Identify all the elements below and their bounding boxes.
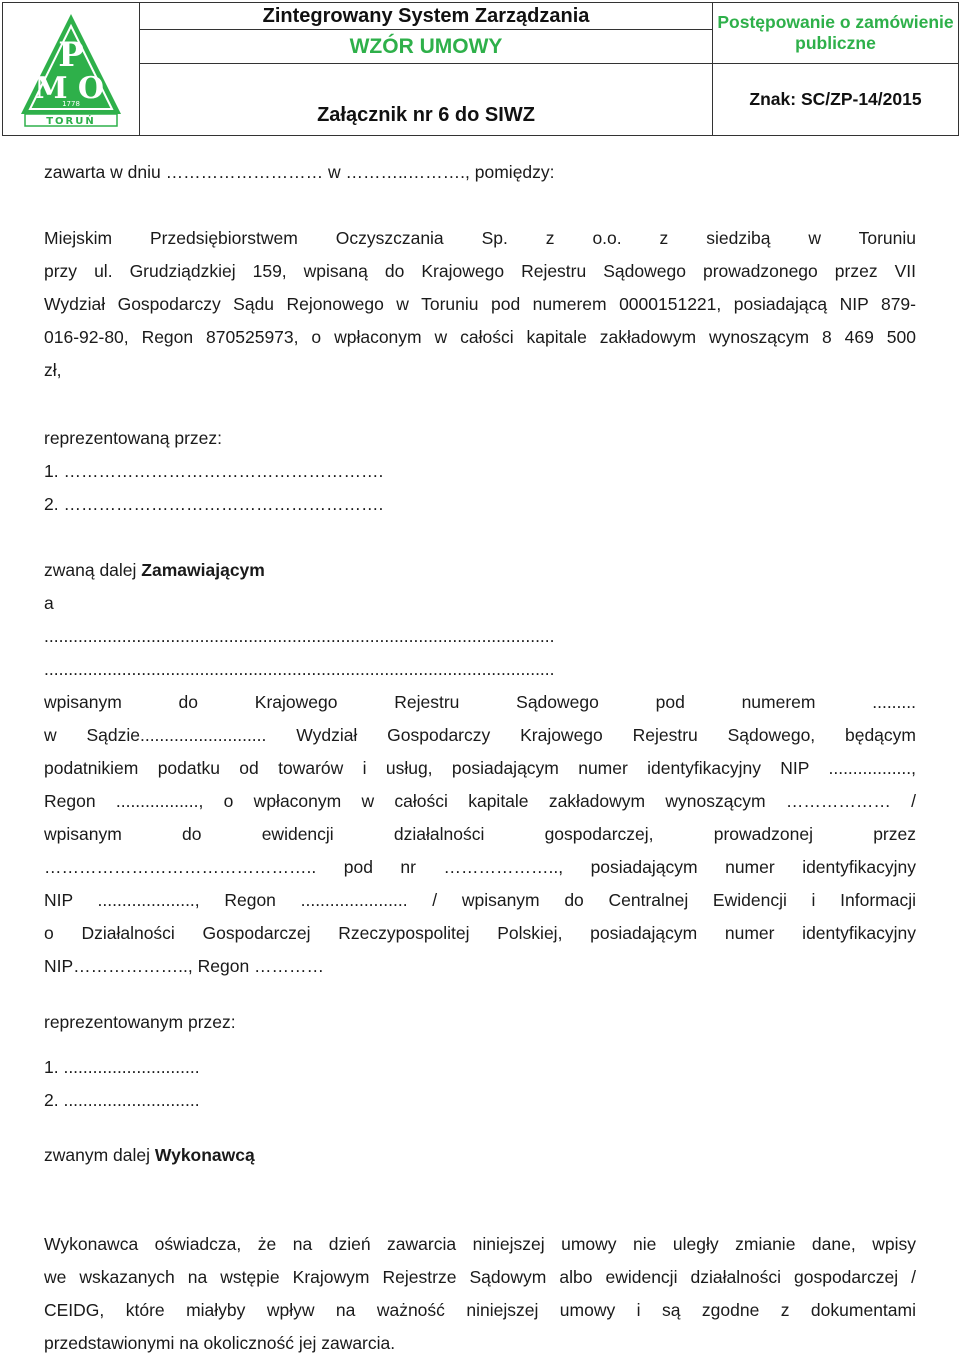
- contract-template-title: WZÓR UMOWY: [140, 30, 713, 64]
- statement-line: we wskazanych na wstępie Krajowym Rejestrze Sądowym albo ewidencji działalności gospodarczej /: [44, 1267, 916, 1287]
- conjunction: a: [44, 593, 54, 613]
- party1-line: 016-92-80, Regon 870525973, o wpłaconym w całości kapitale zakładowym wynoszącym 8 469 500: [44, 327, 916, 347]
- svg-text:TORUŃ: TORUŃ: [46, 115, 96, 127]
- concluded-line: zawarta w dniu ……………………… w ………..………., pomiędzy:: [44, 162, 555, 182]
- party2-line: o Działalności Gospodarczej Rzeczypospolitej Polskiej, posiadającym numer identyfikacyjny: [44, 923, 916, 943]
- party2-line: wpisanym do ewidencji działalności gospodarczej, prowadzonej przez: [44, 824, 916, 844]
- party2-line: NIP ...................., Regon ...................... / wpisanym do Centralnej Ewidencji i Informacji: [44, 890, 916, 910]
- represented-label: reprezentowaną przez:: [44, 428, 223, 448]
- statement-line: CEIDG, które miałyby wpływ na ważność niniejszej umowy i są zgodne z dokumentami: [44, 1300, 916, 1320]
- statement-line: przedstawionymi na okoliczność jej zawarcia.: [44, 1333, 396, 1353]
- svg-text:O: O: [77, 70, 105, 106]
- party1-line: Wydział Gospodarczy Sądu Rejonowego w Toruniu pod numerem 0000151221, posiadającą NIP 879-: [44, 294, 916, 314]
- party2-line: Regon ................., o wpłaconym w całości kapitale zakładowym wynoszącym ……………… /: [44, 791, 916, 811]
- party1-line: przy ul. Grudziądzkiej 159, wpisaną do Krajowego Rejestru Sądowego prowadzonego przez VII: [44, 261, 916, 281]
- party2-line: NIP……………….., Regon …………: [44, 956, 325, 976]
- svg-text:P: P: [58, 34, 84, 75]
- svg-text:1778: 1778: [62, 99, 80, 108]
- representative-2: 2. ……………………………………………….: [44, 494, 384, 514]
- contractor-name: Wykonawcą: [154, 1145, 255, 1165]
- party2-line: podatnikiem podatku od towarów i usług, posiadającym numer identyfikacyjny NIP .................,: [44, 758, 916, 778]
- representative-1: 1. ……………………………………………….: [44, 461, 384, 481]
- party2-line: ……………………………………….. pod nr ……………….., posiadającym numer identyfikacyjny: [44, 857, 916, 877]
- party2-line: wpisanym do Krajowego Rejestru Sądowego pod numerem .........: [44, 692, 916, 712]
- blank-line: .........................................................................................................: [44, 626, 555, 646]
- representative-2: 2. ............................: [44, 1090, 200, 1110]
- statement-line: Wykonawca oświadcza, że na dzień zawarcia niniejszej umowy nie uległy zmianie dane, wpisy: [44, 1234, 916, 1254]
- document-header: [2, 2, 959, 136]
- party1-line: Miejskim Przedsiębiorstwem Oczyszczania Sp. z o.o. z siedzibą w Toruniu: [44, 228, 916, 248]
- procedure-label: Postępowanie o zamówienie publiczne: [713, 3, 959, 64]
- representative-1: 1. ............................: [44, 1057, 200, 1077]
- party1-line: zł,: [44, 360, 62, 380]
- party2-line: w Sądzie.......................... Wydział Gospodarczy Krajowego Rejestru Sądowego, będącym: [44, 725, 916, 745]
- reference-number: Znak: SC/ZP-14/2015: [713, 64, 959, 136]
- system-title: Zintegrowany System Zarządzania: [140, 3, 713, 30]
- mpo-logo-icon: [11, 6, 131, 128]
- ordering-party-name: Zamawiającym: [141, 560, 265, 580]
- attachment-label: Załącznik nr 6 do SIWZ: [140, 64, 713, 136]
- svg-text:M: M: [34, 70, 68, 106]
- blank-line: .........................................................................................................: [44, 659, 555, 679]
- represented-label: reprezentowanym przez:: [44, 1012, 236, 1032]
- logo-cell: [3, 3, 140, 136]
- contractor-designation: zwanym dalej Wykonawcą: [44, 1145, 255, 1165]
- ordering-party-designation: zwaną dalej Zamawiającym: [44, 560, 265, 580]
